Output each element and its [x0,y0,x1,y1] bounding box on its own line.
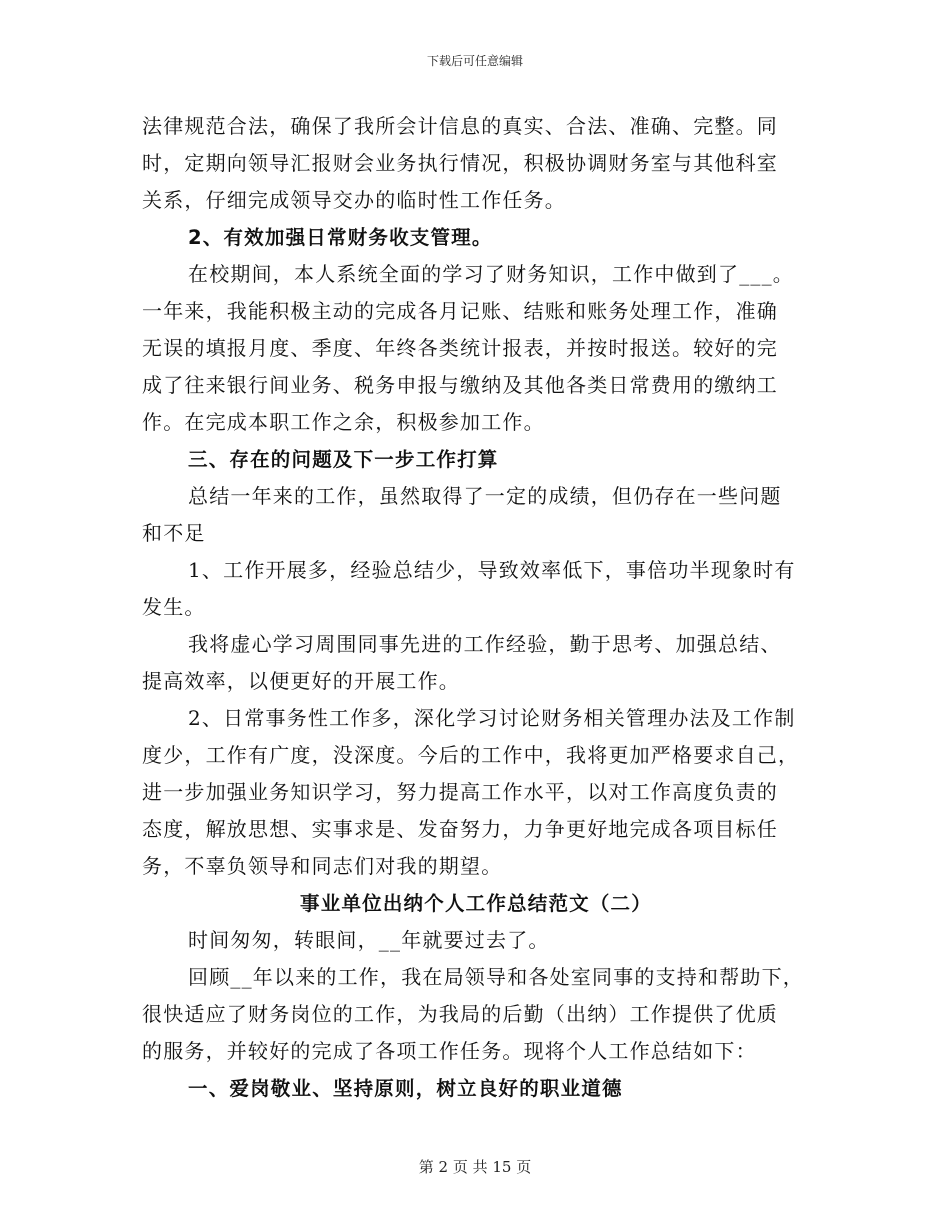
paragraph-line: 成了往来银行间业务、税务申报与缴纳及其他各类日常费用的缴纳工 [142,373,778,397]
section-heading: 三、存在的问题及下一步工作打算 [188,448,499,471]
document-title: 事业单位出纳个人工作总结范文（二） [300,892,652,915]
paragraph-line: 在校期间，本人系统全面的学习了财务知识，工作中做到了___。 [188,262,794,286]
paragraph-line: 进一步加强业务知识学习，努力提高工作水平，以对工作高度负责的 [142,780,778,804]
section-heading: 一、爱岗敬业、坚持原则，树立良好的职业道德 [188,1077,623,1100]
page-footer: 第 2 页 共 15 页 [418,1158,532,1176]
paragraph-line: 2、日常事务性工作多，深化学习讨论财务相关管理办法及工作制 [188,706,796,730]
page-header: 下载后可任意编辑 [426,54,523,68]
paragraph-line: 很快适应了财务岗位的工作，为我局的后勤（出纳）工作提供了优质 [142,1002,778,1026]
paragraph-line: 的服务，并较好的完成了各项工作任务。现将个人工作总结如下： [142,1039,757,1063]
paragraph-line: 和不足 [142,521,206,545]
paragraph-line: 态度，解放思想、实事求是、发奋努力，力争更好地完成各项目标任 [142,817,778,841]
paragraph-line: 总结一年来的工作，虽然取得了一定的成绩，但仍存在一些问题 [188,484,782,508]
paragraph-line: 法律规范合法，确保了我所会计信息的真实、合法、准确、完整。同 [142,114,778,138]
paragraph-line: 时，定期向领导汇报财会业务执行情况，积极协调财务室与其他科室 [142,151,778,175]
paragraph-line: 1、工作开展多，经验总结少，导致效率低下，事倍功半现象时有 [188,558,796,582]
paragraph-line: 关系，仔细完成领导交办的临时性工作任务。 [142,188,566,212]
paragraph-line: 一年来，我能积极主动的完成各月记账、结账和账务处理工作，准确 [142,299,778,323]
paragraph-line: 回顾__年以来的工作，我在局领导和各处室同事的支持和帮助下， [188,965,804,989]
paragraph-line: 无误的填报月度、季度、年终各类统计报表，并按时报送。较好的完 [142,336,778,360]
paragraph-line: 我将虚心学习周围同事先进的工作经验，勤于思考、加强总结、 [188,632,782,656]
section-heading: 2、有效加强日常财务收支管理。 [188,226,493,249]
paragraph-line: 务，不辜负领导和同志们对我的期望。 [142,854,503,878]
paragraph-line: 发生。 [142,595,206,619]
paragraph-line: 作。在完成本职工作之余，积极参加工作。 [142,410,545,434]
paragraph-line: 提高效率，以便更好的开展工作。 [142,669,460,693]
document-body [142,108,810,1107]
paragraph-line: 度少，工作有广度，没深度。今后的工作中，我将更加严格要求自己， [142,743,800,767]
paragraph-line: 时间匆匆，转眼间，__年就要过去了。 [188,928,550,952]
